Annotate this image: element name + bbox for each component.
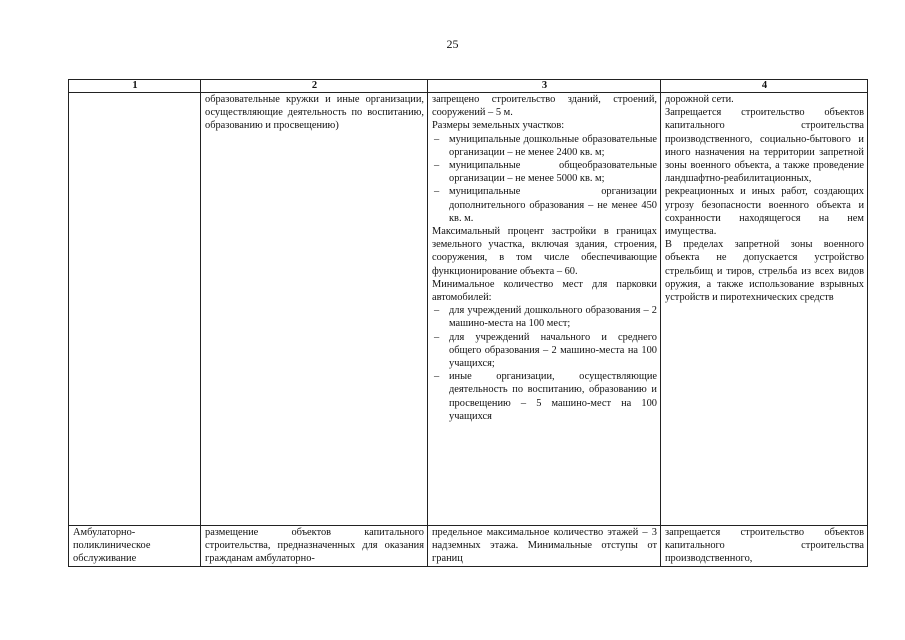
parameter-paragraph: Размеры земельных участков: (432, 120, 565, 132)
cell-use-type: Амбулаторно-поликлиническое обслуживание (69, 526, 201, 567)
column-header-4: 4 (661, 80, 868, 93)
restriction-paragraph: дорожной сети. (665, 94, 734, 105)
cell-parameters (428, 93, 661, 526)
cell-use-description: образовательные кружки и иные организации, осуществляющие деятельность по воспитанию, образованию и просвещению) (201, 93, 428, 526)
list-item: – для учреждений дошкольного образования – 2 машино-места на 100 мест; (432, 304, 657, 330)
page-number: 25 (446, 37, 459, 51)
cell-restrictions: запрещается строительство объектов капитального строительства производственного, (661, 526, 868, 567)
parameter-paragraph: Минимальное количество мест для парковки автомобилей: (432, 278, 657, 304)
cell-restrictions (661, 93, 868, 526)
cell-use-description: размещение объектов капитального строительства, предназначенных для оказания гражданам амбулаторно- (201, 526, 428, 567)
list-item: – муниципальные общеобразовательные организации – не менее 5000 кв. м; (432, 159, 657, 185)
parameter-paragraph: Максимальный процент застройки в границах земельного участка, включая здания, строения, сооружения, в том числе обеспечивающие функционирование объекта – 60. (432, 226, 657, 277)
plot-size-list (432, 133, 657, 225)
column-header-3: 3 (428, 80, 661, 93)
list-item: – муниципальные дошкольные образовательные организации – не менее 2400 кв. м; (432, 133, 657, 159)
list-item: – иные организации, осуществляющие деятельность по воспитанию, образованию и просвещению – 5 машино-мест на 100 учащихся (432, 370, 657, 423)
parameter-paragraph: запрещено строительство зданий, строений, сооружений – 5 м. (432, 94, 657, 119)
list-item: – для учреждений начального и среднего общего образования – 2 машино-места на 100 учащихся; (432, 331, 657, 371)
restriction-paragraph: В пределах запретной зоны военного объекта не допускается устройство стрельбищ и тиров, стрельба из всех видов оружия, а также использование взрывных устройств и пиротехнических средств (665, 239, 864, 304)
zoning-regulations-table (68, 79, 868, 567)
list-item: – муниципальные организации дополнительного образования – не менее 450 кв. м. (432, 185, 657, 225)
table-row (69, 93, 868, 526)
cell-parameters: предельное максимальное количество этажей – 3 надземных этажа. Минимальные отступы от границ (428, 526, 661, 567)
restriction-paragraph: Запрещается строительство объектов капитального строительства производственного, социально-бытового и иного назначения на территории запретной зоны военного объекта, а также проведение ландшафтно-реабилитационных, рекреационных и иных работ, создающих угрозу безопасности военного объекта и сохранности находящегося на нем имущества. (665, 107, 864, 238)
table-row (69, 526, 868, 567)
cell-use-type (69, 93, 201, 526)
table-header-row (69, 80, 868, 93)
column-header-1: 1 (69, 80, 201, 93)
parking-list (432, 304, 657, 423)
column-header-2: 2 (201, 80, 428, 93)
